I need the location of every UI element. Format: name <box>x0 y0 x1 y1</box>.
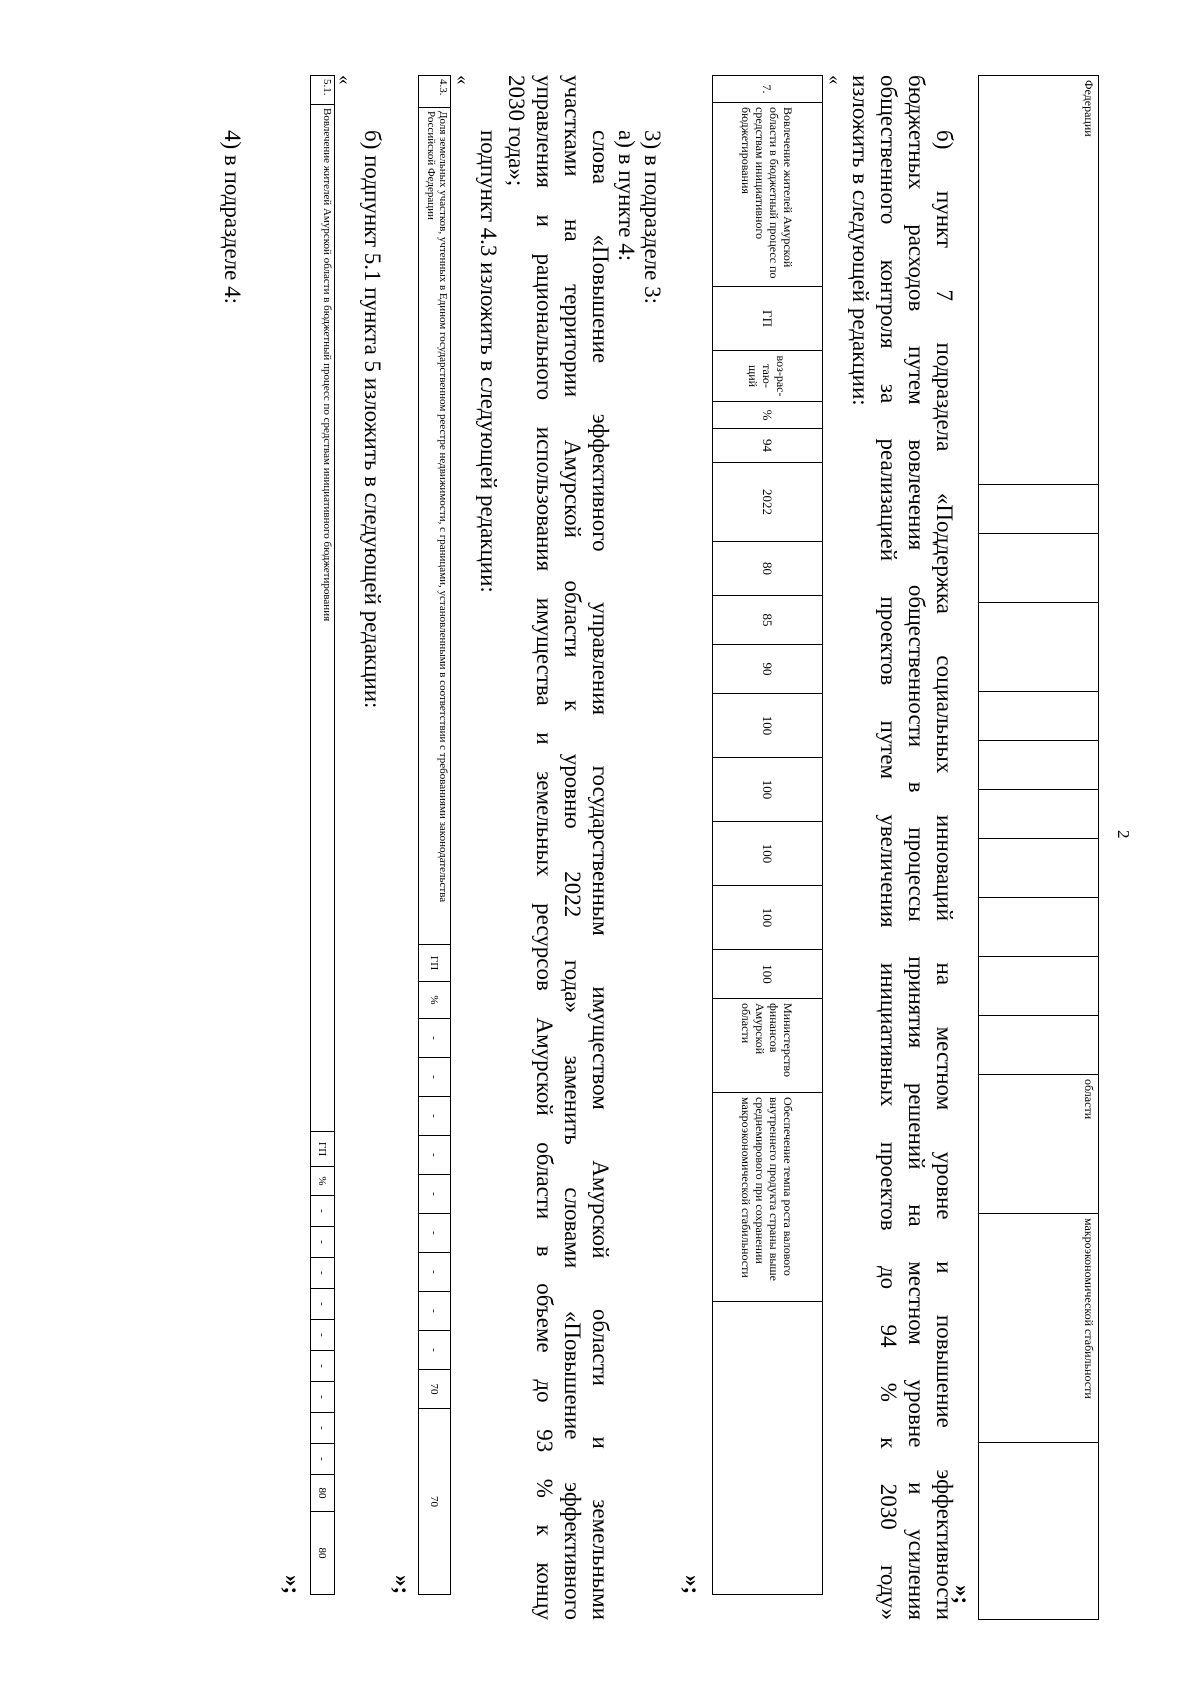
t7-direction: воз-рас-таю-щий <box>713 351 823 402</box>
t51-value: - <box>311 1413 335 1444</box>
t7-unit: % <box>713 402 823 429</box>
t7-value: 100 <box>713 886 823 950</box>
para-b-line-4: изложить в следующей редакции: <box>848 75 873 406</box>
t7-value: 90 <box>713 645 823 694</box>
t51-value: - <box>311 1227 335 1258</box>
cell-blank <box>979 485 1099 534</box>
section-3-line-1: 3) в подразделе 3: <box>640 130 665 304</box>
t43-value: - <box>419 1253 451 1292</box>
t43-value: 70 <box>419 1409 451 1595</box>
t51-value: - <box>311 1320 335 1351</box>
t43-value: - <box>419 1292 451 1331</box>
t43-value: - <box>419 1331 451 1370</box>
t51-name: Вовлечение жителей Амурской области в бюджетный процесс по средствам инициативного бюджетирования <box>311 105 335 1132</box>
section-3-line-5: управления и рационального использования имущества и земельных ресурсов Амурской области в объеме до 93 % к концу <box>532 75 557 1620</box>
t43-value: - <box>419 1097 451 1136</box>
cell-blank <box>979 898 1099 957</box>
table-item-4-3 <box>418 75 451 1595</box>
t43-name: Доля земельных участков, учтенных в Едином государственном реестре недвижимости, с границами, установленными в соответствии с требованиями законодательства Российской Федерации <box>419 108 451 945</box>
t43-value: - <box>419 1175 451 1214</box>
t43-level: ГП <box>419 945 451 982</box>
t7-value: 100 <box>713 950 823 999</box>
open-quote: « <box>334 75 355 85</box>
section-3-line-4: участками на территории Амурской области к уровню 2022 года» заменить словами «Повышение эффективного <box>560 75 585 1620</box>
cell-blank <box>979 1443 1099 1620</box>
cell-blank <box>979 957 1099 1016</box>
t51-value: - <box>311 1258 335 1289</box>
para-b-line-3: общественного контроля за реализацией проектов путем увеличения инициативных проектов до 94 % к 2030 году» <box>876 75 901 1620</box>
t7-level: ГП <box>713 287 823 351</box>
t51-level: ГП <box>311 1132 335 1167</box>
open-quote: « <box>824 75 845 85</box>
para-b-subpoint-5-1: б) подпункт 5.1 пункта 5 изложить в следующей редакции: <box>360 130 385 709</box>
section-3-line-7: подпункт 4.3 изложить в следующей редакции: <box>476 130 501 593</box>
t7-value: 80 <box>713 542 823 596</box>
table-item-5-1 <box>310 75 335 1595</box>
closing-quote: »; <box>390 1575 415 1595</box>
t43-value: - <box>419 1058 451 1097</box>
t7-name: Вовлечение жителей Амурской области в бюджетный процесс по средствам инициативного бюджетирования <box>713 103 823 287</box>
t7-base-value: 94 <box>713 429 823 463</box>
t43-value: - <box>419 1019 451 1058</box>
cell-blank <box>979 790 1099 839</box>
t43-unit: % <box>419 982 451 1019</box>
cell-blank <box>979 1016 1099 1075</box>
page-number: 2 <box>1114 830 1133 839</box>
t51-value: 80 <box>311 1475 335 1512</box>
para-b-line-1: б) пункт 7 подраздела «Поддержка социальных инноваций на местном уровне и повышение эффективности <box>932 130 957 1620</box>
closing-quote: »; <box>280 1575 305 1595</box>
t7-value: 100 <box>713 694 823 758</box>
para-b-line-2: бюджетных расходов путем вовлечения общественности в процессы принятия решений на местном уровне и усиления <box>904 75 929 1620</box>
cell-blank <box>979 534 1099 603</box>
t7-base-year: 2022 <box>713 463 823 542</box>
t43-value: 70 <box>419 1370 451 1409</box>
section-3-line-6: 2030 года»; <box>504 75 529 187</box>
t51-unit: % <box>311 1167 335 1196</box>
cell-oblast: области <box>979 1075 1099 1214</box>
t7-value: 100 <box>713 758 823 822</box>
open-quote: « <box>452 75 473 85</box>
cell-blank <box>979 741 1099 790</box>
t7-value: 85 <box>713 596 823 645</box>
section-3-line-3: слова «Повышение эффективного управления государственным имуществом Амурской области и земельными <box>588 130 613 1620</box>
t43-value: - <box>419 1214 451 1253</box>
closing-quote: »; <box>680 1575 705 1595</box>
cell-macro: макроэкономической стабильности <box>979 1214 1099 1443</box>
t51-value: 80 <box>311 1512 335 1595</box>
t43-num: 4.3. <box>419 76 451 108</box>
document-page <box>30 30 1145 1630</box>
t7-responsible: Министерство финансов Амурской области <box>713 999 823 1093</box>
closing-quote: »; <box>950 1585 975 1605</box>
section-4-line: 4) в подразделе 4: <box>220 130 245 304</box>
t51-value: - <box>311 1289 335 1320</box>
table-item-7 <box>712 75 823 1595</box>
section-3-line-2: а) в пункте 4: <box>614 130 639 262</box>
t7-value: 100 <box>713 822 823 886</box>
cell-blank <box>979 692 1099 741</box>
t51-value: - <box>311 1444 335 1475</box>
t43-value: - <box>419 1136 451 1175</box>
cell-federation: Федерации <box>979 76 1099 485</box>
cell-blank <box>979 839 1099 898</box>
t51-num: 5.1. <box>311 76 335 105</box>
t51-value: - <box>311 1196 335 1227</box>
table-top-fragment <box>978 75 1099 1620</box>
t7-goal: Обеспечение темпа роста валового внутреннего продукта страны выше среднемирового при сохранении макроэкономической стабильности <box>713 1093 823 1302</box>
cell-blank <box>713 1302 823 1595</box>
t7-num: 7. <box>713 76 823 103</box>
cell-blank <box>979 603 1099 692</box>
t51-value: - <box>311 1382 335 1413</box>
t51-value: - <box>311 1351 335 1382</box>
